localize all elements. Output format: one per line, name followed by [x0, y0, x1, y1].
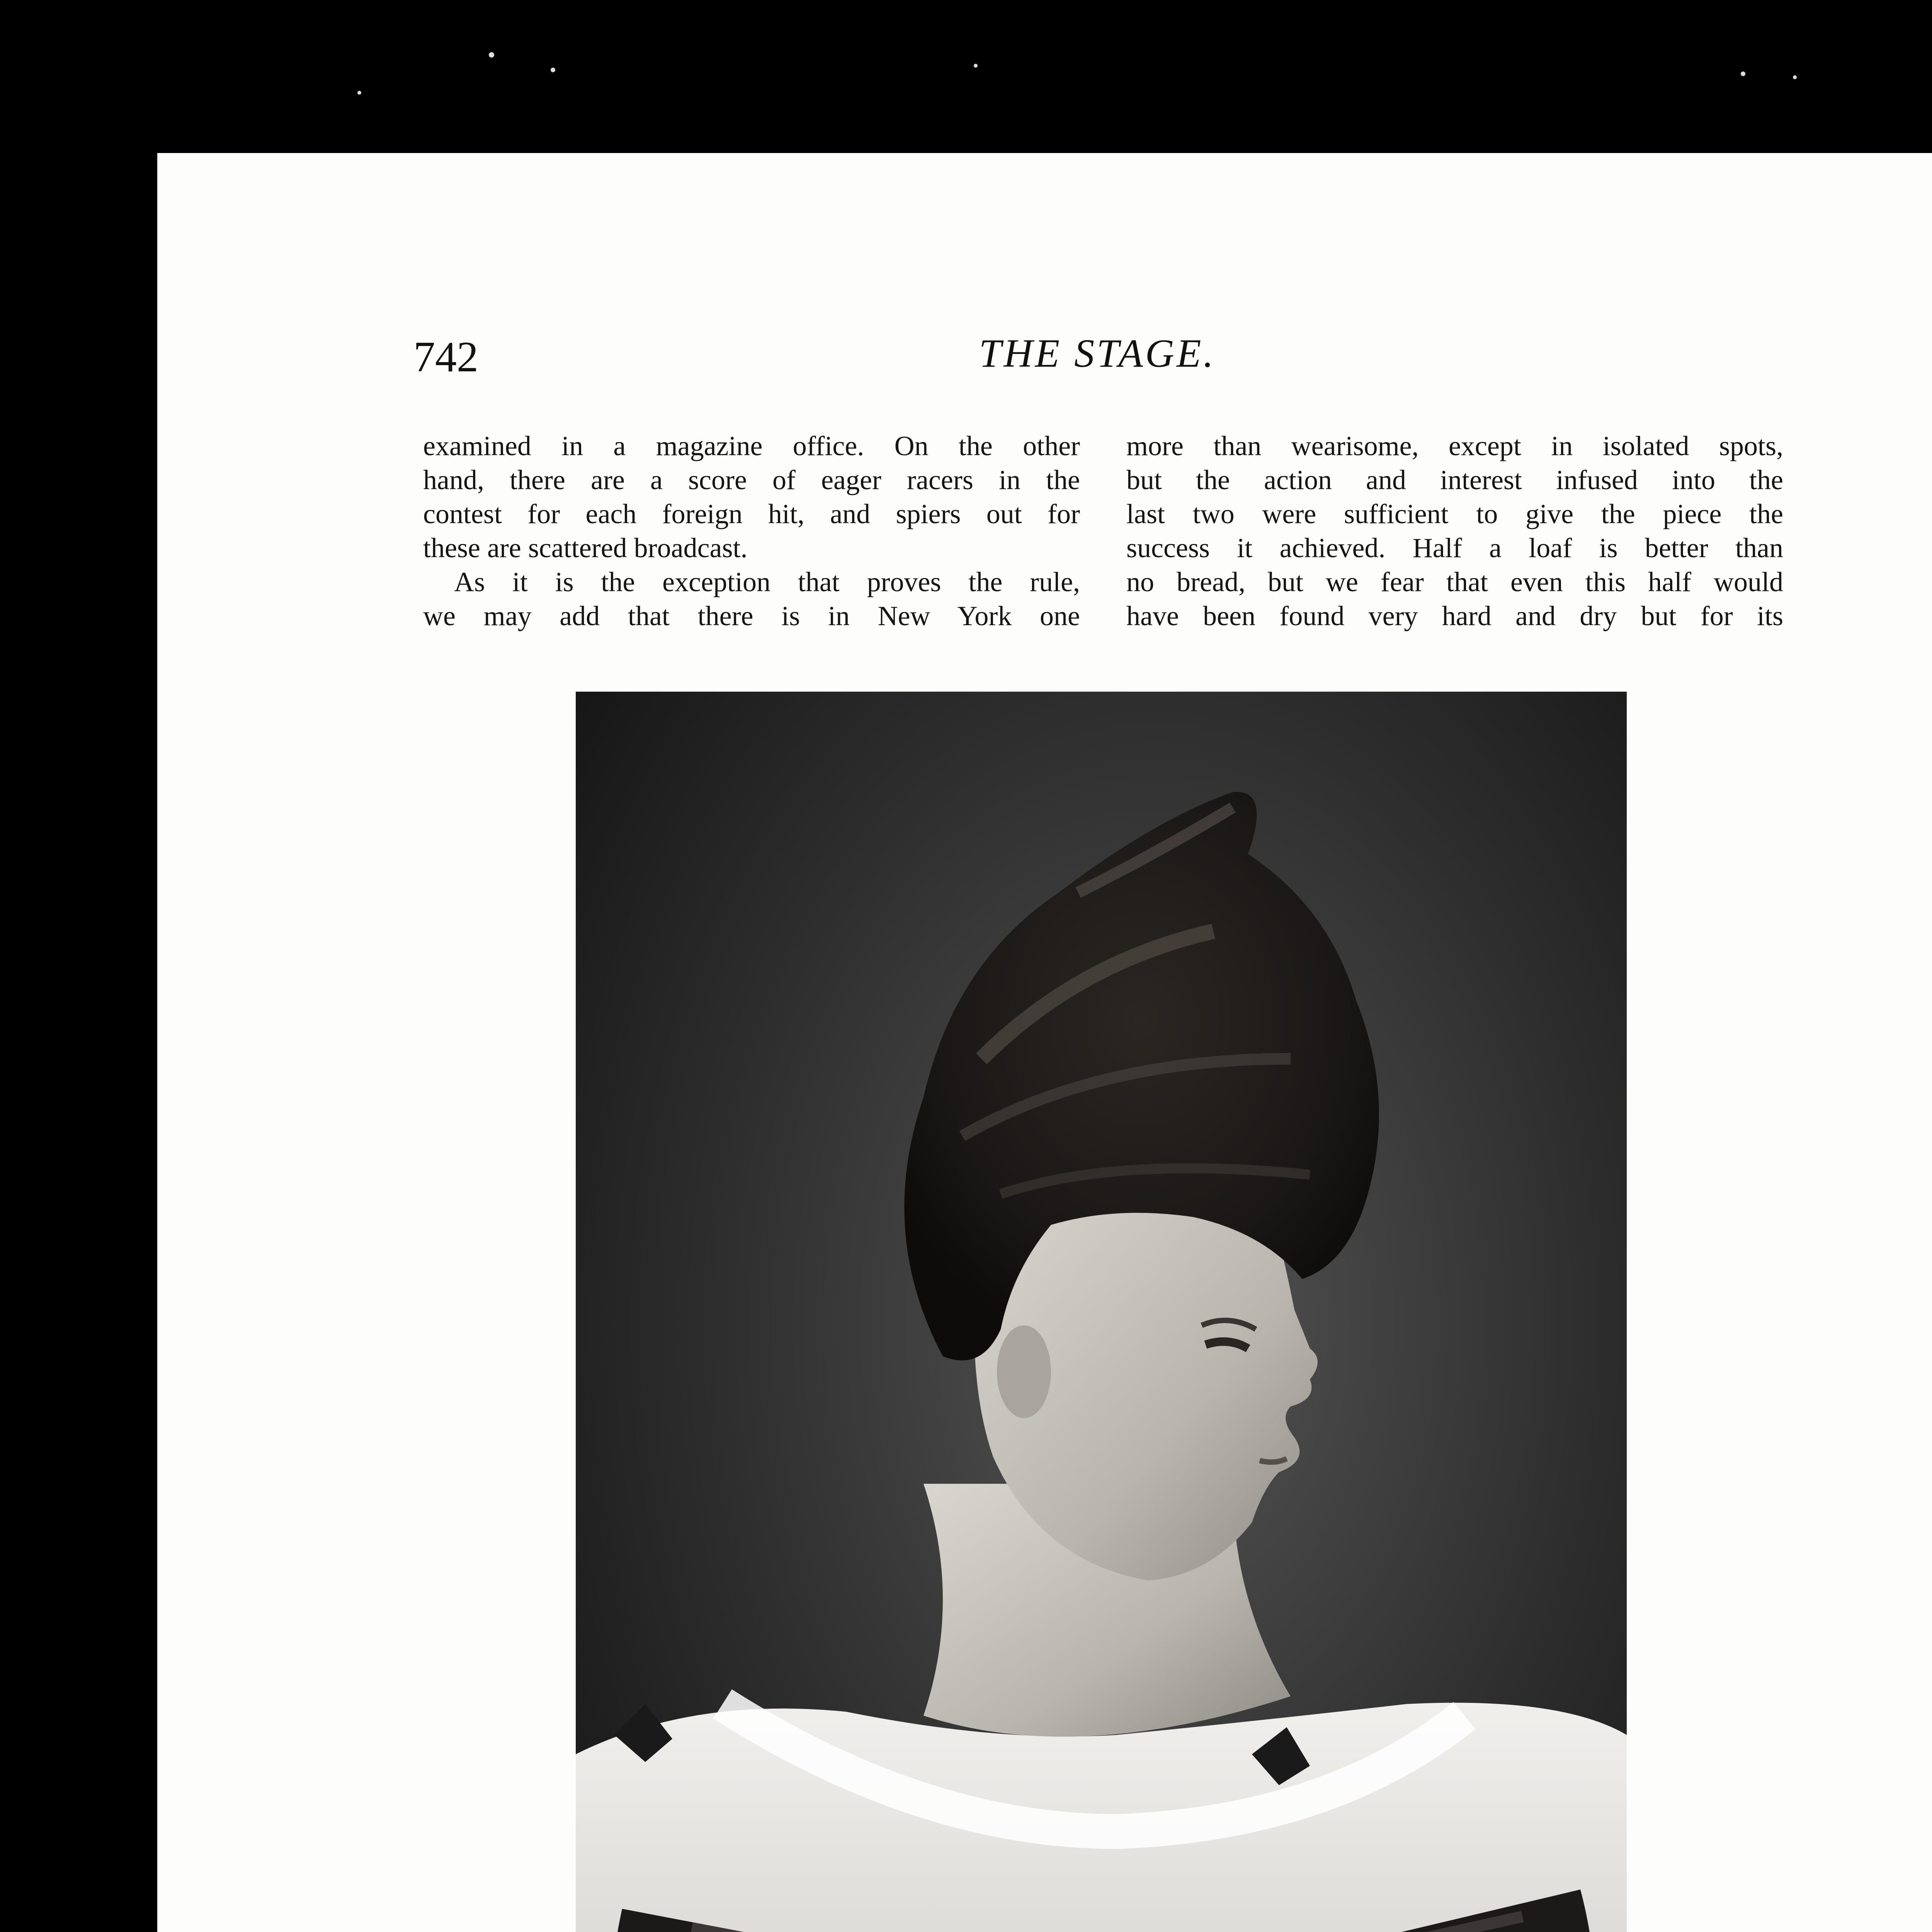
- portrait-illustration: [576, 692, 1627, 1932]
- portrait-photograph: [576, 692, 1627, 1932]
- text-line: As it is the exception that proves the rule,: [454, 566, 1080, 597]
- running-head: THE STAGE.: [979, 331, 1216, 376]
- text-line: more than wearisome, except in isolated spots,: [1126, 430, 1783, 461]
- text-line: no bread, but we fear that even this half would: [1126, 566, 1783, 597]
- text-column-top-left: [423, 429, 1080, 633]
- page-number: 742: [413, 333, 478, 381]
- text-line: we may add that there is in New York one: [423, 600, 1080, 631]
- text-line: hand, there are a score of eager racers in the: [423, 464, 1080, 495]
- text-line: contest for each foreign hit, and spiers out for: [423, 498, 1080, 529]
- text-line: last two were sufficient to give the piece the: [1126, 498, 1783, 529]
- text-line: examined in a magazine office. On the other: [423, 430, 1080, 461]
- text-line: success it achieved. Half a loaf is better than: [1126, 532, 1783, 563]
- text-line: but the action and interest infused into the: [1126, 464, 1783, 495]
- text-line: have been found very hard and dry but for its: [1126, 600, 1783, 631]
- text-line: these are scattered broadcast.: [423, 532, 748, 563]
- text-column-top-right: [1126, 429, 1783, 633]
